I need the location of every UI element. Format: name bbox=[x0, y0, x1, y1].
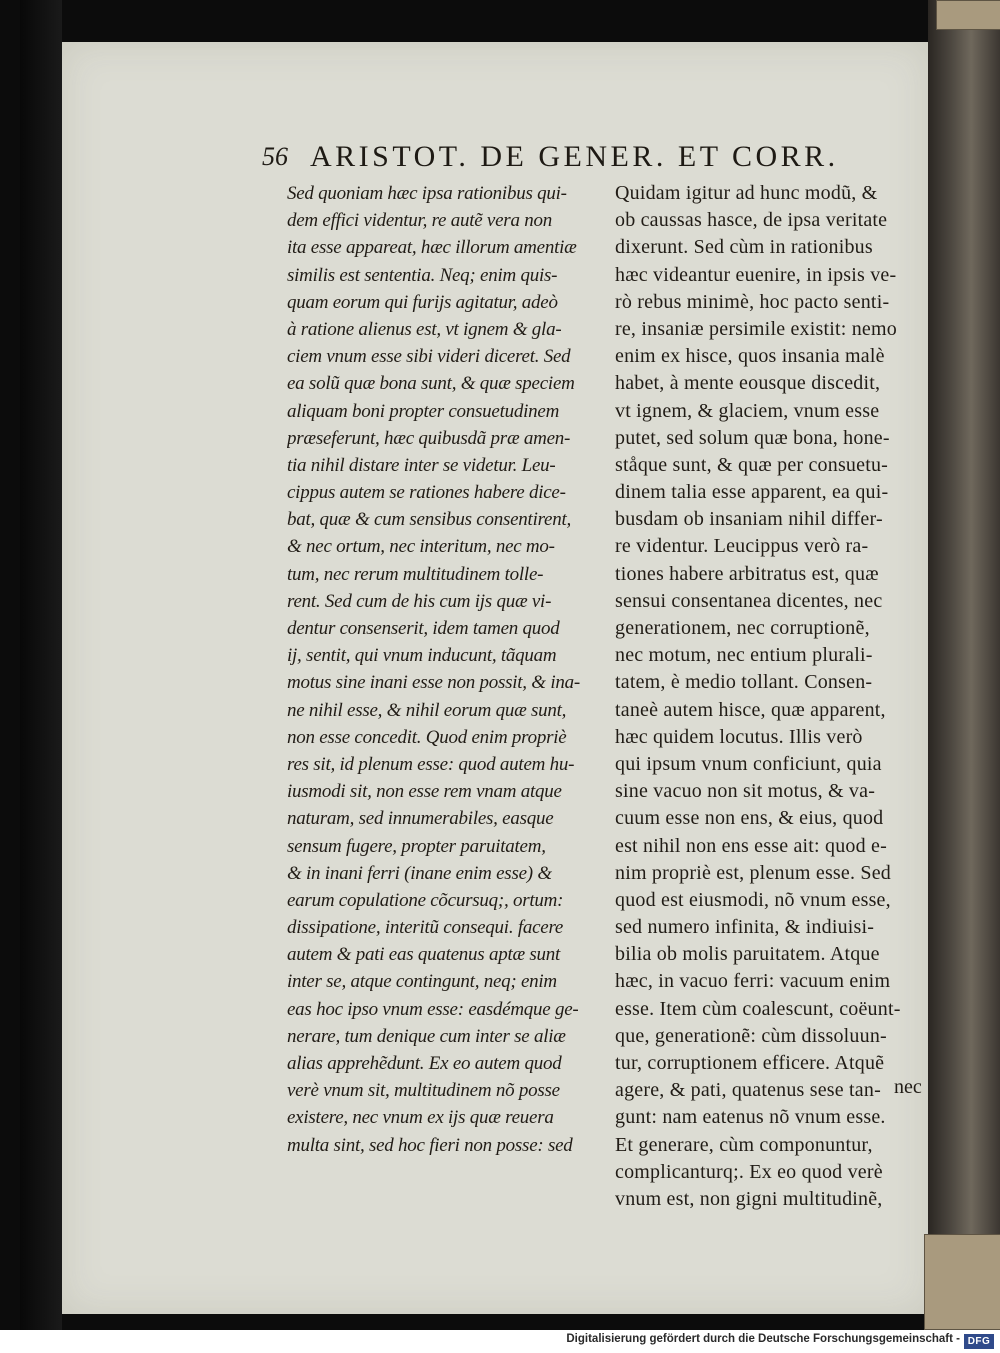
translation-text-line: hæc quidem locutus. Illis verò bbox=[615, 725, 863, 748]
latin-text-line: inter se, atque contingunt, neq; enim bbox=[287, 971, 557, 993]
latin-text-line: aliquam boni propter consuetudinem bbox=[287, 400, 560, 422]
running-head: ARISTOT. DE GENER. ET CORR. bbox=[310, 140, 839, 173]
latin-text-line: sensum fugere, propter paruitatem, bbox=[287, 835, 546, 857]
translation-text-line: rò rebus minimè, hoc pacto senti- bbox=[615, 290, 890, 313]
translation-text-line: busdam ob insaniam nihil differ- bbox=[615, 508, 883, 531]
translation-text-line: generationem, nec corruptionẽ, bbox=[615, 617, 870, 639]
latin-text-line: autem & pati eas quatenus aptæ sunt bbox=[287, 944, 561, 966]
translation-text-line: quod est eiusmodi, nõ vnum esse, bbox=[615, 888, 891, 911]
translation-text-column bbox=[615, 180, 937, 1213]
page-fore-edge bbox=[928, 0, 1000, 1330]
latin-text-line: præseferunt, hæc quibusdã præ amen- bbox=[287, 427, 571, 449]
translation-text-line: sensui consentanea dicentes, nec bbox=[615, 589, 883, 612]
translation-text-line: vt ignem, & glaciem, vnum esse bbox=[615, 399, 880, 422]
latin-text-line: ij, sentit, qui vnum inducunt, tãquam bbox=[287, 645, 557, 667]
translation-text-line: complicanturq;. Ex eo quod verè bbox=[615, 1160, 883, 1183]
translation-text-line: vnum est, non gigni multitudinẽ, bbox=[615, 1187, 883, 1210]
latin-text-line: ne nihil esse, & nihil eorum quæ sunt, bbox=[287, 699, 567, 721]
translation-text-line: gunt: nam eatenus nõ vnum esse. bbox=[615, 1106, 886, 1129]
translation-text-line: putet, sed solum quæ bona, hone- bbox=[615, 426, 890, 449]
latin-text-line: naturam, sed innumerabiles, easque bbox=[287, 808, 554, 830]
latin-text-line: & nec ortum, nec interitum, nec mo- bbox=[287, 536, 555, 558]
translation-text-line: nec motum, nec entium plurali- bbox=[615, 644, 873, 667]
latin-text-line: tum, nec rerum multitudinem tolle- bbox=[287, 563, 544, 585]
translation-text-line: tiones habere arbitratus est, quæ bbox=[615, 562, 879, 585]
latin-text-line: ea solũ quæ bona sunt, & quæ speciem bbox=[287, 373, 575, 395]
translation-text-line: cuum esse non ens, & eius, quod bbox=[615, 807, 884, 830]
latin-text-line: multa sint, sed hoc fieri non posse: sed bbox=[287, 1134, 573, 1156]
latin-text-line: rent. Sed cum de his cum ijs quæ vi- bbox=[287, 590, 552, 612]
translation-text-line: ob caussas hasce, de ipsa veritate bbox=[615, 209, 888, 232]
translation-text-line: sed numero infinita, & indiuisi- bbox=[615, 916, 875, 939]
latin-text-line: iusmodi sit, non esse rem vnam atque bbox=[287, 781, 562, 803]
latin-text-line: nerare, tum denique cum inter se aliæ bbox=[287, 1025, 566, 1047]
translation-text-line: tur, corruptionem efficere. Atquẽ bbox=[615, 1052, 885, 1074]
translation-text-line: agere, & pati, quatenus sese tan- bbox=[615, 1079, 881, 1102]
translation-text-line: re videntur. Leucippus verò ra- bbox=[615, 535, 869, 558]
translation-text-line: nim propriè est, plenum esse. Sed bbox=[615, 861, 891, 884]
latin-text-line: à ratione alienus est, vt ignem & gla- bbox=[287, 318, 562, 340]
translation-text-line: tatem, è medio tollant. Consen- bbox=[615, 671, 873, 694]
latin-text-line: Sed quoniam hæc ipsa rationibus qui- bbox=[287, 183, 567, 204]
page-clip-top bbox=[936, 0, 1000, 30]
latin-text-line: & in inani ferri (inane enim esse) & bbox=[287, 862, 552, 884]
dfg-logo-icon: DFG bbox=[964, 1334, 994, 1349]
translation-text-line: esse. Item cùm coalescunt, coëunt- bbox=[615, 997, 901, 1020]
translation-text-line: re, insaniæ persimile existit: nemo bbox=[615, 317, 897, 340]
page-header bbox=[262, 140, 882, 180]
translation-text-line: hæc videantur euenire, in ipsis ve- bbox=[615, 263, 897, 286]
translation-text-line: enim ex hisce, quos insania malè bbox=[615, 345, 885, 368]
translation-text-line: hæc, in vacuo ferri: vacuum enim bbox=[615, 970, 891, 993]
translation-text-line: est nihil non ens esse ait: quod e- bbox=[615, 834, 887, 857]
latin-text-line: res sit, id plenum esse: quod autem hu- bbox=[287, 753, 575, 775]
latin-text-line: dem effici videntur, re autẽ vera non bbox=[287, 210, 552, 232]
latin-text-line: eas hoc ipso vnum esse: easdémque ge- bbox=[287, 998, 579, 1020]
translation-text-line: habet, à mente eousque discedit, bbox=[615, 372, 881, 395]
translation-text-line: bilia ob molis paruitatem. Atque bbox=[615, 943, 880, 966]
digitization-footer bbox=[0, 1330, 1000, 1353]
translation-text-line: Quidam igitur ad hunc modũ, & bbox=[615, 182, 878, 204]
latin-text-line: non esse concedit. Quod enim propriè bbox=[287, 726, 567, 748]
latin-text-line: dentur consenserit, idem tamen quod bbox=[287, 618, 560, 639]
latin-text-line: dissipatione, interitũ consequi. facere bbox=[287, 917, 564, 939]
latin-text-line: ita esse appareat, hæc illorum amentiæ bbox=[287, 237, 577, 259]
translation-text-line: qui ipsum vnum conficiunt, quia bbox=[615, 752, 882, 775]
funding-credit: Digitalisierung gefördert durch die Deutsche Forschungsgemeinschaft - bbox=[566, 1333, 960, 1345]
translation-text-line: Et generare, cùm componuntur, bbox=[615, 1133, 873, 1156]
book-gutter bbox=[20, 0, 62, 1330]
translation-text-line: ståque sunt, & quæ per consuetu- bbox=[615, 453, 889, 476]
latin-text-line: ciem vnum esse sibi videri diceret. Sed bbox=[287, 346, 571, 368]
latin-text-line: existere, nec vnum ex ijs quæ reuera bbox=[287, 1107, 554, 1129]
latin-text-line: alias apprehẽdunt. Ex eo autem quod bbox=[287, 1053, 562, 1074]
page-number: 56 bbox=[262, 142, 288, 171]
latin-text-line: quam eorum qui furijs agitatur, adeò bbox=[287, 291, 558, 313]
latin-text-line: tia nihil distare inter se videtur. Leu- bbox=[287, 454, 556, 476]
catchword: nec bbox=[894, 1076, 922, 1098]
latin-text-line: similis est sententia. Neq; enim quis- bbox=[287, 264, 558, 286]
page-clip-bottom bbox=[924, 1234, 1000, 1330]
translation-text-line: sine vacuo non sit motus, & va- bbox=[615, 780, 876, 803]
translation-text-line: dixerunt. Sed cùm in rationibus bbox=[615, 236, 873, 259]
latin-text-line: earum copulatione cõcursuq;, ortum: bbox=[287, 889, 564, 911]
translation-text-line: taneè autem hisce, quæ apparent, bbox=[615, 698, 886, 721]
latin-text-line: verè vnum sit, multitudinem nõ posse bbox=[287, 1080, 560, 1102]
latin-text-column bbox=[287, 180, 609, 1159]
latin-text-line: cippus autem se rationes habere dice- bbox=[287, 482, 566, 504]
translation-text-line: que, generationẽ: cùm dissoluun- bbox=[615, 1024, 887, 1047]
translation-text-line: dinem talia esse apparent, ea qui- bbox=[615, 481, 889, 504]
latin-text-line: motus sine inani esse non possit, & ina- bbox=[287, 672, 580, 694]
latin-text-line: bat, quæ & cum sensibus consentirent, bbox=[287, 509, 571, 531]
